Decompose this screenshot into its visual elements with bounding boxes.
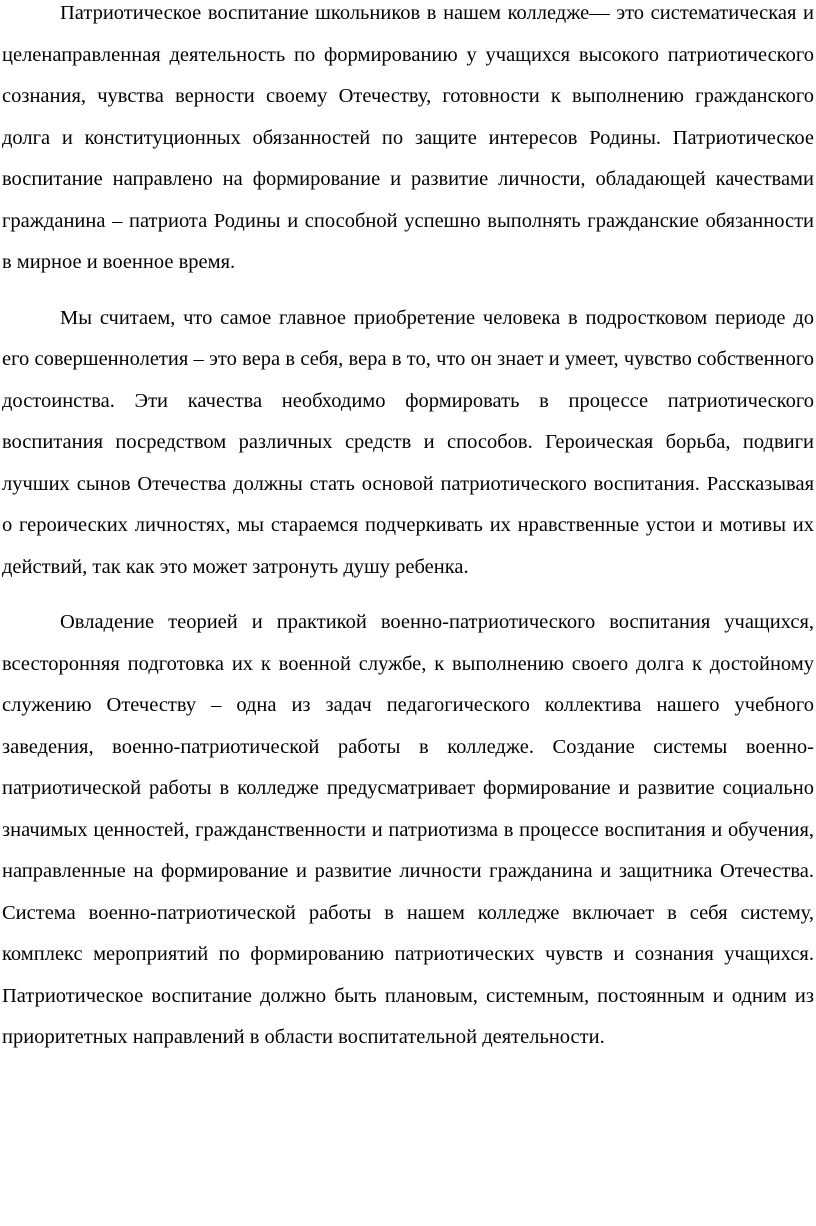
paragraph-1: Патриотическое воспитание школьников в нашем колледже— это систематическая и целенаправленная деятельность по формированию у учащихся высокого патриотического сознания, чувства верности своему Отечеству, готовности к выполнению гражданского долга и конституционных обязанностей по защите интересов Родины. Патриотическое воспитание направлено на формирование и развитие личности, обладающей качествами гражданина – патриота Родины и способной успешно выполнять гражданские обязанности в мирное и военное время.: [2, 2, 814, 273]
paragraph-2: Мы считаем, что самое главное приобретение человека в подростковом периоде до его совершеннолетия – это вера в себя, вера в то, что он знает и умеет, чувство собственного достоинства. Эти качества необходимо формировать в процессе патриотического воспитания посредством различных средств и способов. Героическая борьба, подвиги лучших сынов Отечества должны стать основой патриотического воспитания. Рассказывая о героических личностях, мы стараемся подчеркивать их нравственные устои и мотивы их действий, так как это может затронуть душу ребенка.: [2, 306, 814, 578]
paragraph-3: Овладение теорией и практикой военно-патриотического воспитания учащихся, всесторонняя подготовка их к военной службе, к выполнению своего долга к достойному служению Отечеству – одна из задач педагогического коллектива нашего учебного заведения, военно-патриотической работы в колледже. Создание системы военно-патриотической работы в колледже предусматривает формирование и развитие социально значимых ценностей, гражданственности и патриотизма в процессе воспитания и обучения, направленные на формирование и развитие личности гражданина и защитника Отечества. Система военно-патриотической работы в нашем колледже включает в себя систему, комплекс мероприятий по формированию патриотических чувств и сознания учащихся. Патриотическое воспитание должно быть плановым, системным, постоянным и одним из приоритетных направлений в области воспитательной деятельности.: [2, 611, 814, 1048]
